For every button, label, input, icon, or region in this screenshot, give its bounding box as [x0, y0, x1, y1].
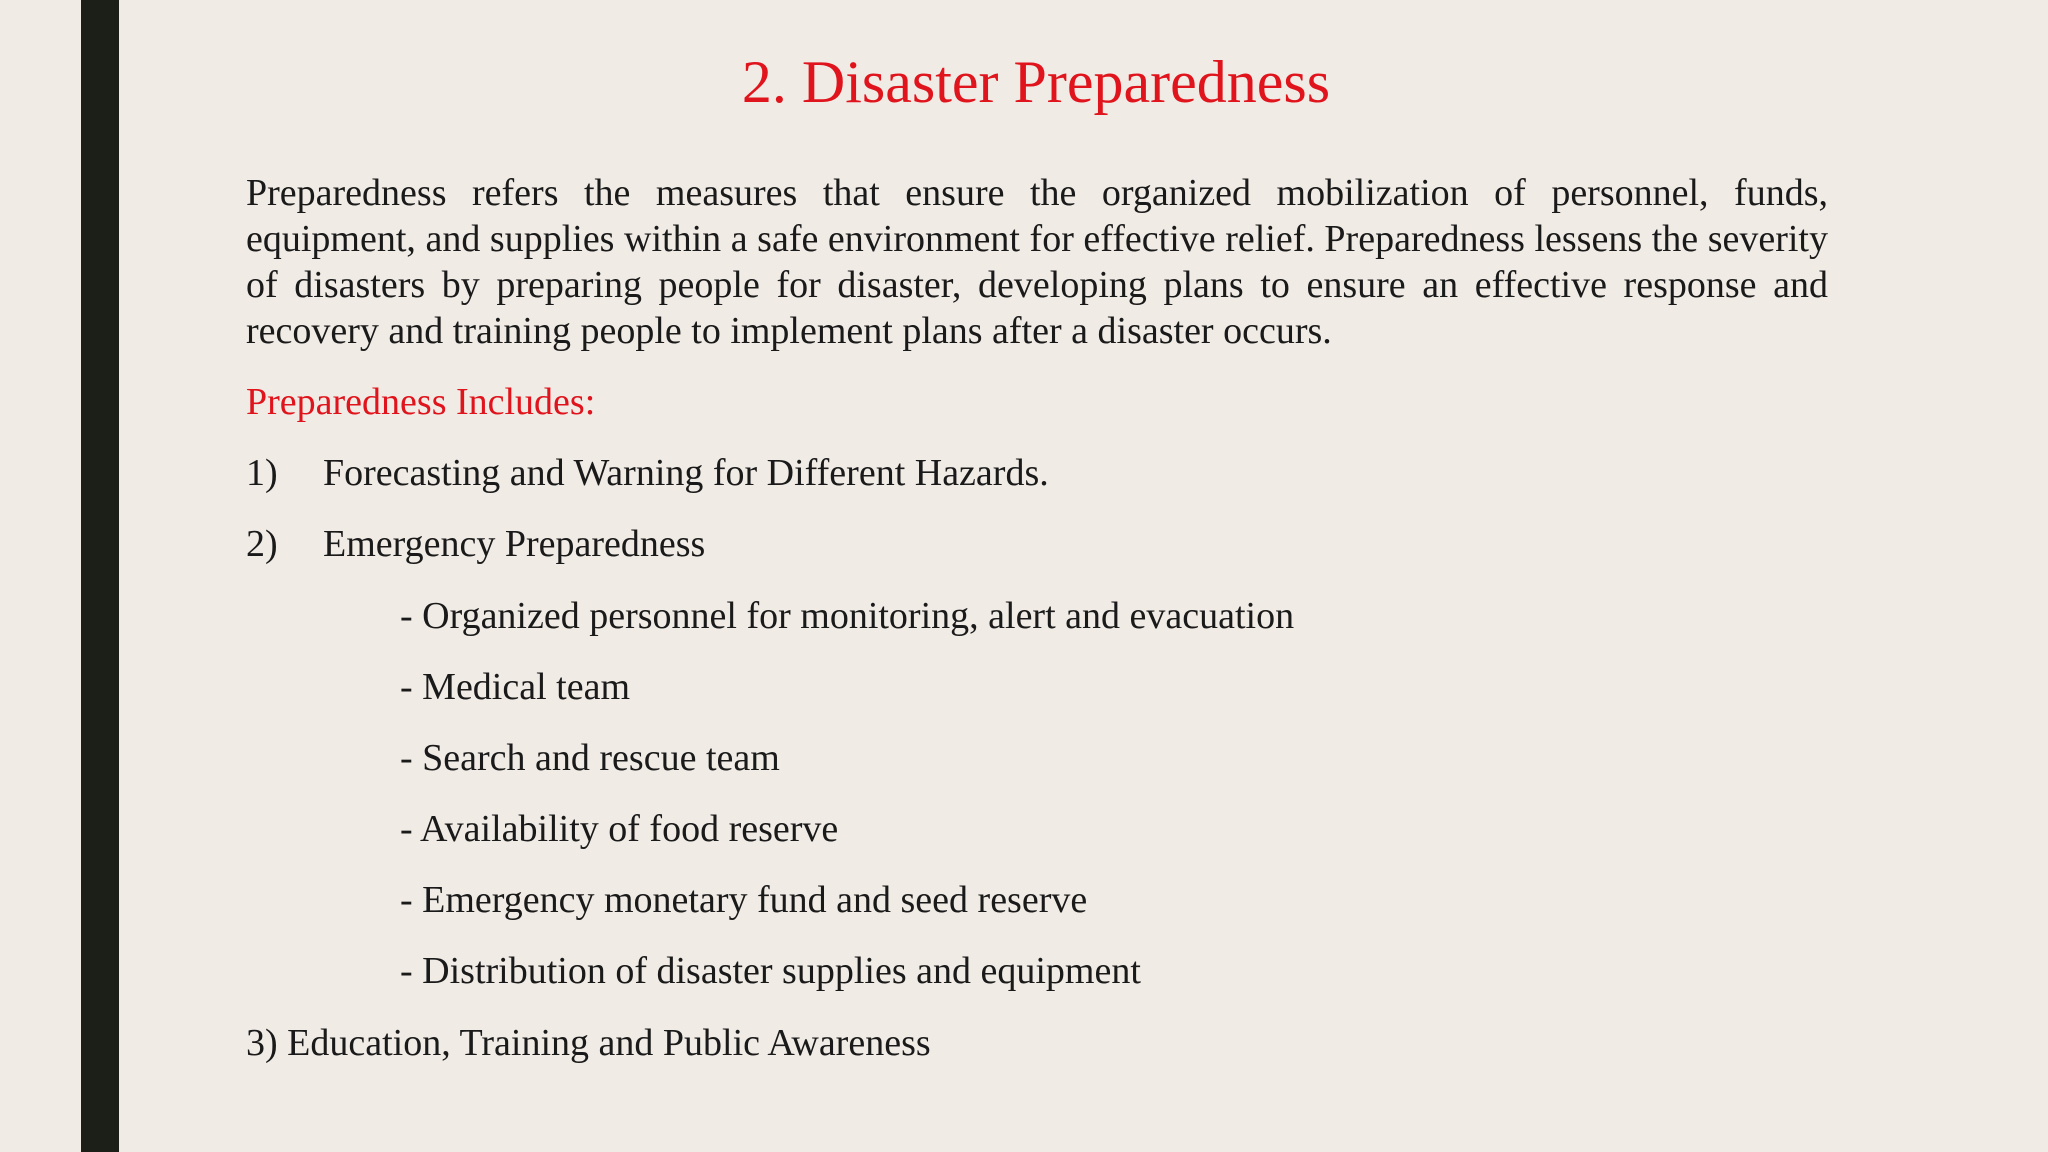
list-item-1-text: Forecasting and Warning for Different Hazards.: [323, 452, 1049, 494]
list-item-3: 3) Education, Training and Public Awareness: [246, 1022, 931, 1064]
side-accent-bar: [81, 0, 119, 1152]
sub-item-monetary-fund: - Emergency monetary fund and seed reserve: [400, 879, 1088, 921]
sub-item-medical-team: - Medical team: [400, 666, 631, 708]
sub-item-distribution: - Distribution of disaster supplies and equipment: [400, 950, 1141, 992]
includes-heading: Preparedness Includes:: [246, 381, 596, 423]
intro-paragraph: Preparedness refers the measures that ensure the organized mobilization of personnel, funds, equipment, and supplies within a safe environment for effective relief. Preparedness lessens the severity of disasters by preparing people for disaster, developing plans to ensure an effective response and recovery and training people to implement plans after a disaster occurs.: [246, 172, 1828, 352]
list-item-2-number: 2): [246, 523, 278, 565]
sub-item-food-reserve: - Availability of food reserve: [400, 808, 839, 850]
list-item-2: [246, 518, 705, 570]
list-item-1: [246, 447, 1049, 499]
sub-item-personnel: - Organized personnel for monitoring, alert and evacuation: [400, 595, 1295, 637]
slide-title: 2. Disaster Preparedness: [741, 49, 1331, 115]
sub-item-search-rescue: - Search and rescue team: [400, 737, 780, 779]
list-item-1-number: 1): [246, 452, 278, 494]
list-item-2-text: Emergency Preparedness: [323, 523, 706, 565]
